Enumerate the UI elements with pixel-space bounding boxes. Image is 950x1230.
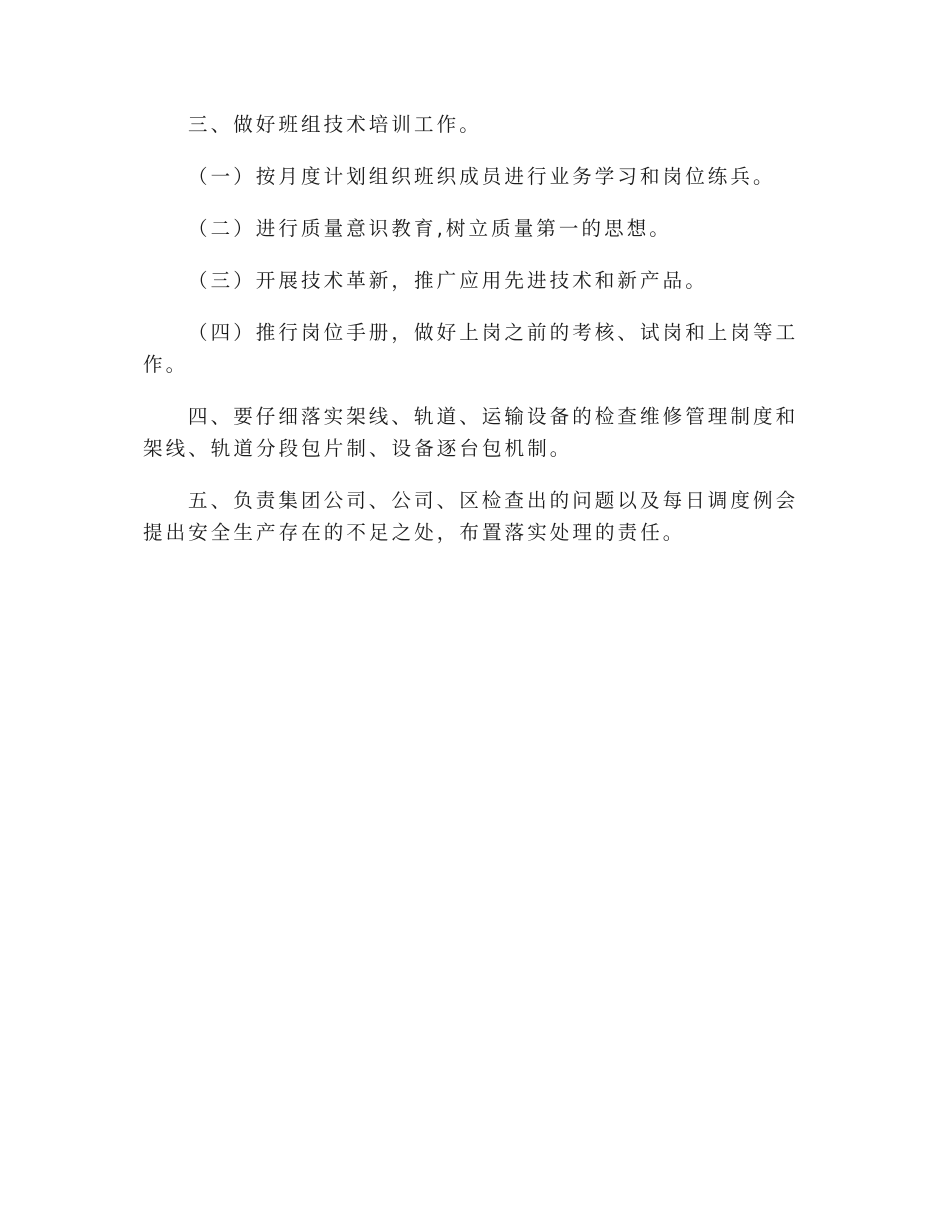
list-item-4: （四）推行岗位手册，做好上岗之前的考核、试岗和上岗等工作。 (143, 321, 799, 376)
list-item-1: （一）按月度计划组织班织成员进行业务学习和岗位练兵。 (188, 165, 776, 188)
list-item-3: （三）开展技术革新，推广应用先进技术和新产品。 (188, 269, 708, 292)
section-paragraph-5: 五、负责集团公司、公司、区检查出的问题以及每日调度例会提出安全生产存在的不足之处，布置落实处理的责任。 (143, 489, 799, 544)
section-paragraph-4: 四、要仔细落实架线、轨道、运输设备的检查维修管理制度和架线、轨道分段包片制、设备逐台包机制。 (143, 405, 799, 460)
list-item-2: （二）进行质量意识教育,树立质量第一的思想。 (188, 217, 672, 240)
document-body (143, 109, 803, 569)
section-heading-3: 三、做好班组技术培训工作。 (188, 113, 482, 136)
